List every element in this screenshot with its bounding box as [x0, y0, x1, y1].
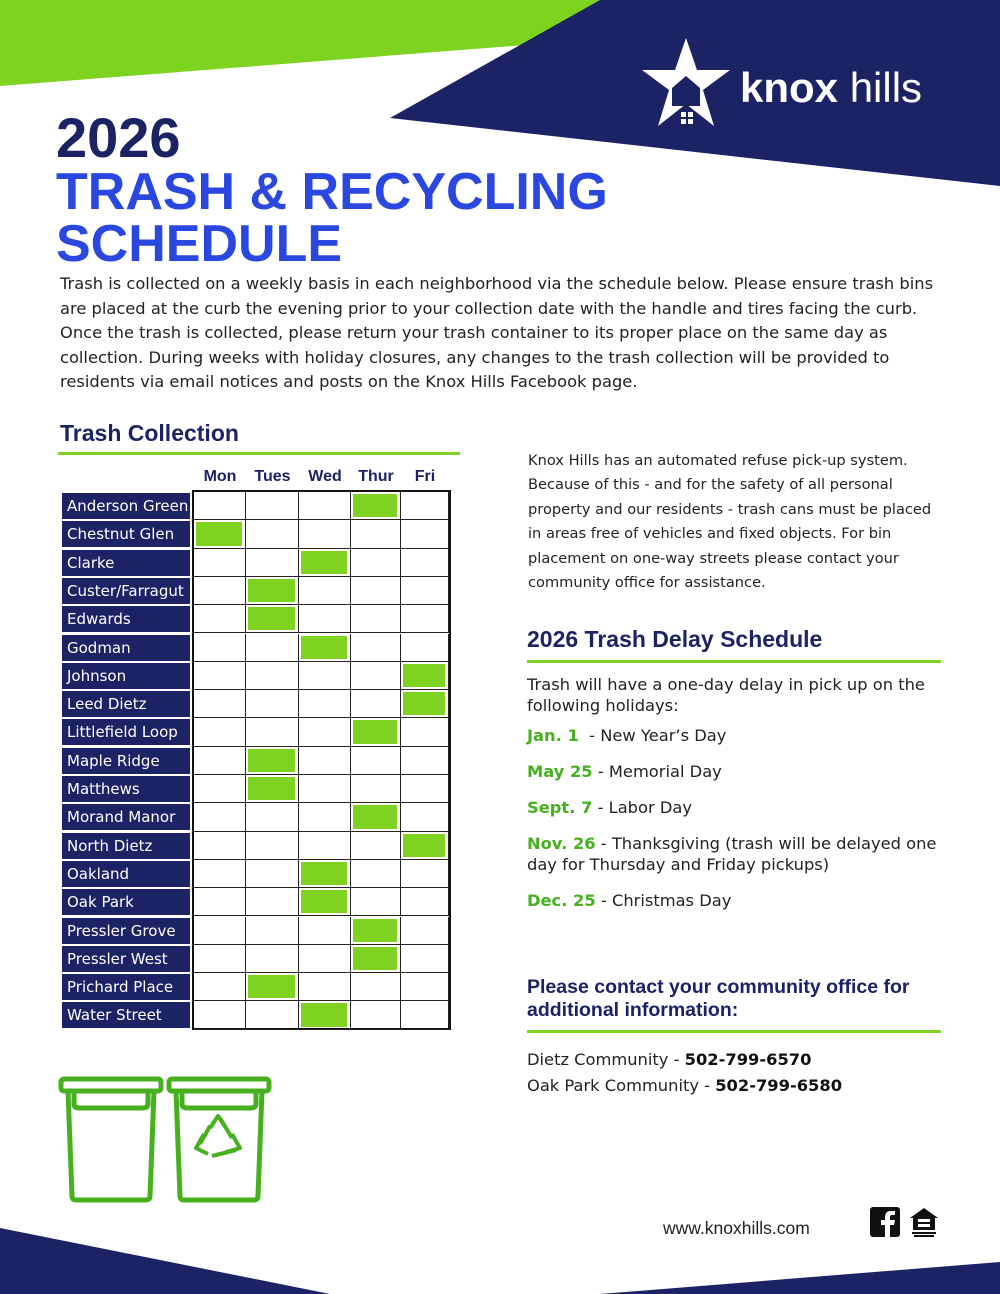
schedule-cell — [246, 832, 299, 860]
holiday-item: Jan. 1 - New Year’s Day — [527, 726, 727, 745]
schedule-cell — [351, 690, 401, 718]
neighborhood-label: Anderson Green — [62, 493, 190, 519]
schedule-cell — [401, 577, 449, 605]
schedule-cell — [194, 860, 246, 888]
schedule-cell — [194, 492, 246, 520]
holiday-item: Sept. 7 - Labor Day — [527, 798, 692, 817]
schedule-cell — [194, 747, 246, 775]
schedule-cell — [351, 888, 401, 916]
neighborhood-label: Oakland — [62, 861, 190, 887]
schedule-cell — [194, 690, 246, 718]
schedule-cell — [299, 690, 351, 718]
trash-bin-icon — [58, 1076, 166, 1204]
schedule-cell — [299, 917, 351, 945]
schedule-cell — [401, 747, 449, 775]
schedule-cell — [401, 1001, 449, 1029]
schedule-cell — [299, 577, 351, 605]
collection-day-marker — [196, 522, 242, 545]
recycle-bin-icon — [166, 1076, 274, 1204]
schedule-cell — [246, 690, 299, 718]
bottom-navy-band — [0, 1228, 330, 1294]
website-link[interactable]: www.knoxhills.com — [663, 1218, 810, 1238]
neighborhood-label: Edwards — [62, 606, 190, 632]
schedule-cell — [351, 662, 401, 690]
schedule-cell — [299, 803, 351, 831]
neighborhood-label: Chestnut Glen — [62, 521, 190, 547]
schedule-cell — [351, 577, 401, 605]
neighborhood-label: Water Street — [62, 1002, 190, 1028]
phone-dietz: Dietz Community - 502-799-6570 — [527, 1050, 812, 1069]
schedule-cell — [351, 973, 401, 1001]
schedule-cell — [299, 520, 351, 548]
contact-heading: Please contact your community office for additional information: — [527, 976, 910, 1021]
schedule-cell — [246, 662, 299, 690]
schedule-cell — [401, 775, 449, 803]
schedule-cell — [246, 520, 299, 548]
schedule-cell — [246, 718, 299, 746]
neighborhood-label: Custer/Farragut — [62, 578, 190, 604]
equal-housing-icon — [908, 1206, 940, 1238]
schedule-cell — [299, 718, 351, 746]
schedule-cell — [299, 662, 351, 690]
phone-oak-park: Oak Park Community - 502-799-6580 — [527, 1076, 843, 1095]
neighborhood-label: Leed Dietz — [62, 691, 190, 717]
schedule-cell — [351, 832, 401, 860]
collection-day-marker — [301, 636, 347, 659]
schedule-cell — [351, 549, 401, 577]
day-header: Wed — [308, 468, 342, 485]
facebook-icon[interactable] — [870, 1207, 900, 1237]
schedule-cell — [299, 973, 351, 1001]
schedule-cell — [194, 832, 246, 860]
collection-day-marker — [301, 1003, 347, 1026]
collection-day-marker — [248, 975, 295, 998]
title-line-2: SCHEDULE — [56, 215, 343, 273]
neighborhood-label: Pressler Grove — [62, 918, 190, 944]
schedule-cell — [246, 1001, 299, 1029]
collection-day-marker — [353, 805, 397, 828]
section-divider — [58, 452, 460, 455]
schedule-cell — [401, 888, 449, 916]
collection-day-marker — [353, 947, 397, 970]
recycle-icon — [196, 1116, 240, 1156]
schedule-cell — [246, 888, 299, 916]
section-divider — [527, 660, 941, 663]
schedule-cell — [194, 888, 246, 916]
collection-day-marker — [248, 607, 295, 630]
schedule-cell — [401, 520, 449, 548]
section-divider — [527, 1030, 941, 1033]
schedule-cell — [401, 492, 449, 520]
schedule-cell — [246, 917, 299, 945]
holiday-item: Nov. 26 - Thanksgiving (trash will be delayed one day for Thursday and Friday pickups) — [527, 834, 937, 874]
neighborhood-label: North Dietz — [62, 833, 190, 859]
schedule-cell — [401, 917, 449, 945]
schedule-cell — [401, 803, 449, 831]
neighborhood-label: Godman — [62, 635, 190, 661]
collection-day-marker — [403, 692, 445, 715]
neighborhood-label: Oak Park — [62, 889, 190, 915]
holiday-item: Dec. 25 - Christmas Day — [527, 891, 732, 910]
neighborhood-label: Pressler West — [62, 946, 190, 972]
schedule-cell — [194, 775, 246, 803]
collection-day-marker — [353, 494, 397, 517]
schedule-cell — [194, 549, 246, 577]
schedule-cell — [194, 605, 246, 633]
day-header: Fri — [414, 468, 436, 485]
schedule-cell — [246, 945, 299, 973]
schedule-cell — [401, 945, 449, 973]
schedule-cell — [299, 775, 351, 803]
delay-intro: Trash will have a one-day delay in pick up on the following holidays: — [527, 675, 925, 715]
schedule-cell — [194, 945, 246, 973]
schedule-cell — [194, 577, 246, 605]
collection-day-marker — [353, 720, 397, 743]
collection-day-marker — [248, 579, 295, 602]
schedule-cell — [351, 1001, 401, 1029]
trash-collection-heading: Trash Collection — [60, 420, 239, 446]
schedule-cell — [194, 803, 246, 831]
schedule-cell — [401, 634, 449, 662]
schedule-cell — [194, 917, 246, 945]
title-year: 2026 — [56, 106, 181, 169]
star-house-icon — [640, 36, 732, 130]
neighborhood-label: Maple Ridge — [62, 748, 190, 774]
schedule-cell — [401, 605, 449, 633]
schedule-cell — [194, 973, 246, 1001]
collection-day-marker — [301, 862, 347, 885]
schedule-cell — [401, 860, 449, 888]
day-header: Mon — [203, 468, 237, 485]
schedule-cell — [246, 549, 299, 577]
schedule-cell — [194, 718, 246, 746]
schedule-cell — [401, 973, 449, 1001]
title-line-1: TRASH & RECYCLING — [56, 163, 608, 221]
neighborhood-label: Matthews — [62, 776, 190, 802]
collection-day-marker — [248, 777, 295, 800]
schedule-cell — [351, 775, 401, 803]
collection-day-marker — [403, 834, 445, 857]
schedule-cell — [401, 718, 449, 746]
day-header: Tues — [254, 468, 291, 485]
schedule-cell — [351, 747, 401, 775]
neighborhood-label: Morand Manor — [62, 804, 190, 830]
schedule-cell — [299, 945, 351, 973]
brand-logo-text: knox hills — [740, 64, 923, 111]
delay-schedule-heading: 2026 Trash Delay Schedule — [527, 626, 823, 652]
schedule-cell — [401, 549, 449, 577]
schedule-cell — [246, 634, 299, 662]
holiday-item: May 25 - Memorial Day — [527, 762, 722, 781]
neighborhood-label: Clarke — [62, 550, 190, 576]
day-header: Thur — [358, 468, 394, 485]
schedule-cell — [299, 492, 351, 520]
schedule-cell — [299, 832, 351, 860]
schedule-cell — [194, 1001, 246, 1029]
schedule-cell — [194, 634, 246, 662]
neighborhood-label: Littlefield Loop — [62, 719, 190, 745]
schedule-cell — [351, 520, 401, 548]
collection-day-marker — [353, 919, 397, 942]
schedule-cell — [299, 747, 351, 775]
neighborhood-label: Prichard Place — [62, 974, 190, 1000]
intro-paragraph: Trash is collected on a weekly basis in each neighborhood via the schedule below. Please ensure trash bins are placed at the curb the evening prior to your collection date with the handle and tires facing the curb. Once the trash is collected, please return your trash container to its proper place on the same day as collection. During weeks with holiday closures, any changes to the trash collection will be provided to residents via email notices and posts on the Knox Hills Facebook page. — [60, 274, 934, 391]
schedule-cell — [246, 492, 299, 520]
schedule-cell — [194, 662, 246, 690]
schedule-cell — [246, 803, 299, 831]
collection-day-marker — [301, 551, 347, 574]
schedule-cell — [299, 605, 351, 633]
neighborhood-label: Johnson — [62, 663, 190, 689]
collection-day-marker — [403, 664, 445, 687]
bottom-navy-band-right — [600, 1262, 1000, 1294]
schedule-cell — [246, 860, 299, 888]
collection-day-marker — [248, 749, 295, 772]
schedule-cell — [351, 634, 401, 662]
refuse-system-paragraph: Knox Hills has an automated refuse pick-up system. Because of this - and for the safety of all personal property and our residents - trash cans must be placed in areas free of vehicles and fixed objects. For bin placement on one-way streets please contact your community office for assistance. — [528, 452, 932, 592]
schedule-cell — [351, 605, 401, 633]
schedule-cell — [351, 860, 401, 888]
collection-day-marker — [301, 890, 347, 913]
